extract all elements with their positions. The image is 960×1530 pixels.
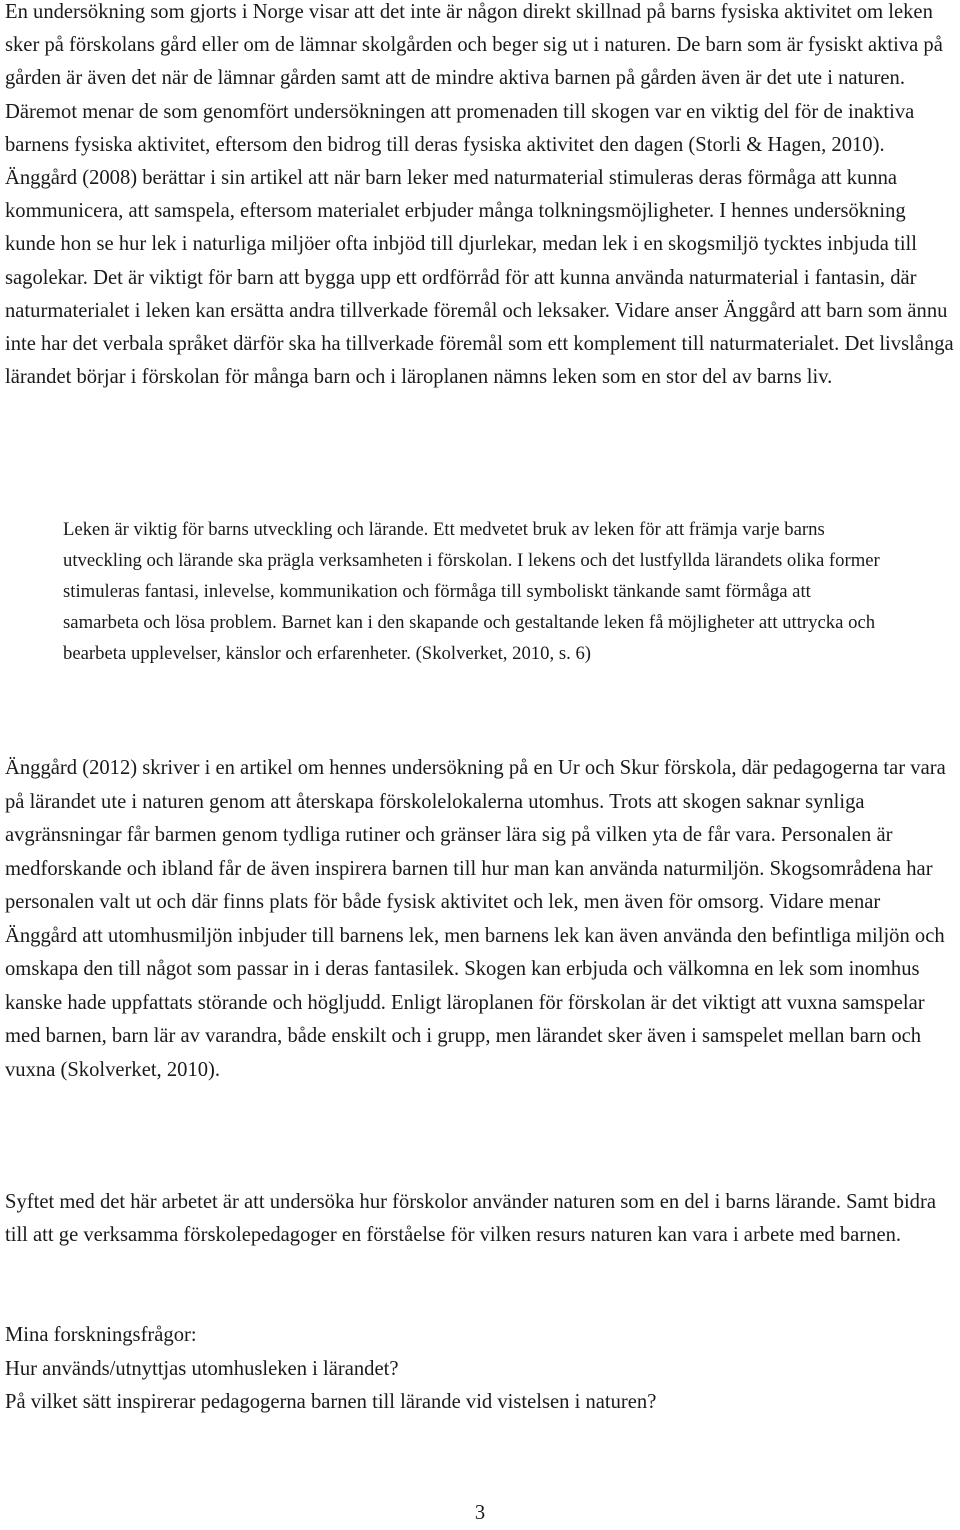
- body-paragraph-2: Änggård (2012) skriver i en artikel om hennes undersökning på en Ur och Skur förskola, där pedagogerna tar vara på lärandet ute i naturen genom att återskapa förskolelokalerna utomhus. Trots att skogen saknar synliga avgränsningar får barmen genom tydliga rutiner och gränser lära sig på vilken yta de får vara. Personalen är medforskande och ibland får de även inspirera barnen till hur man kan använda naturmiljön. Skogsområdena har personalen valt ut och där finns plats för både fysisk aktivitet och lek, men även för omsorg. Vidare menar Änggård att utomhusmiljön inbjuder till barnens lek, men barnens lek kan även använda den befintliga miljön och omskapa den till något som passar in i deras fantasilek. Skogen kan erbjuda och välkomna en lek som inomhus kanske hade uppfattats störande och högljudd. Enligt läroplanen för förskolan är det viktigt att vuxna samspelar med barnen, barn lär av varandra, både enskilt och i grupp, men lärandet sker även i samspelet mellan barn och vuxna (Skolverket, 2010).: [5, 757, 946, 1081]
- block-quote: Leken är viktig för barns utveckling och lärande. Ett medvetet bruk av leken för att främja varje barns utveckling och lärande ska prägla verksamheten i förskolan. I lekens och det lustfyllda lärandets olika former stimuleras fantasi, inlevelse, kommunikation och förmåga till symboliskt tänkande samt förmåga att samarbeta och lösa problem. Barnet kan i den skapande och gestaltande leken få möjligheter att uttrycka och bearbeta upplevelser, känslor och erfarenheter. (Skolverket, 2010, s. 6): [63, 519, 880, 664]
- page-number: 3: [474, 1502, 486, 1524]
- research-questions-heading: Mina forskningsfrågor:: [5, 1324, 197, 1346]
- research-question-1: Hur används/utnyttjas utomhusleken i lärandet?: [5, 1358, 399, 1380]
- body-paragraph-1: En undersökning som gjorts i Norge visar att det inte är någon direkt skillnad på barns fysiska aktivitet om leken sker på förskolans gård eller om de lämnar skolgården och beger sig ut i naturen. De barn som är fysiskt aktiva på gården är även det när de lämnar gården samt att de mindre aktiva barnen på gården även är det ute i naturen. Däremot menar de som genomfört undersökningen att promenaden till skogen var en viktig del för de inaktiva barnens fysiska aktivitet, eftersom den bidrog till deras fysiska aktivitet den dagen (Storli & Hagen, 2010). Änggård (2008) berättar i sin artikel att när barn leker med naturmaterial stimuleras deras förmåga att kunna kommunicera, att samspela, eftersom materialet erbjuder många tolkningsmöjligheter. I hennes undersökning kunde hon se hur lek i naturliga miljöer ofta inbjöd till djurlekar, medan lek i en skogsmiljö tycktes inbjuda till sagolekar. Det är viktigt för barn att bygga upp ett ordförråd för att kunna använda naturmaterial i fantasin, där naturmaterialet i leken kan ersätta andra tillverkade föremål och leksaker. Vidare anser Änggård att barn som ännu inte har det verbala språket därför ska ha tillverkade föremål som ett komplement till naturmaterialet. Det livslånga lärandet börjar i förskolan för många barn och i läroplanen nämns leken som en stor del av barns liv.: [5, 1, 954, 389]
- research-question-2: På vilket sätt inspirerar pedagogerna barnen till lärande vid vistelsen i naturen?: [5, 1391, 657, 1413]
- body-paragraph-3: Syftet med det här arbetet är att undersöka hur förskolor använder naturen som en del i barns lärande. Samt bidra till att ge verksamma förskolepedagoger en förståelse för vilken resurs naturen kan vara i arbete med barnen.: [5, 1191, 936, 1247]
